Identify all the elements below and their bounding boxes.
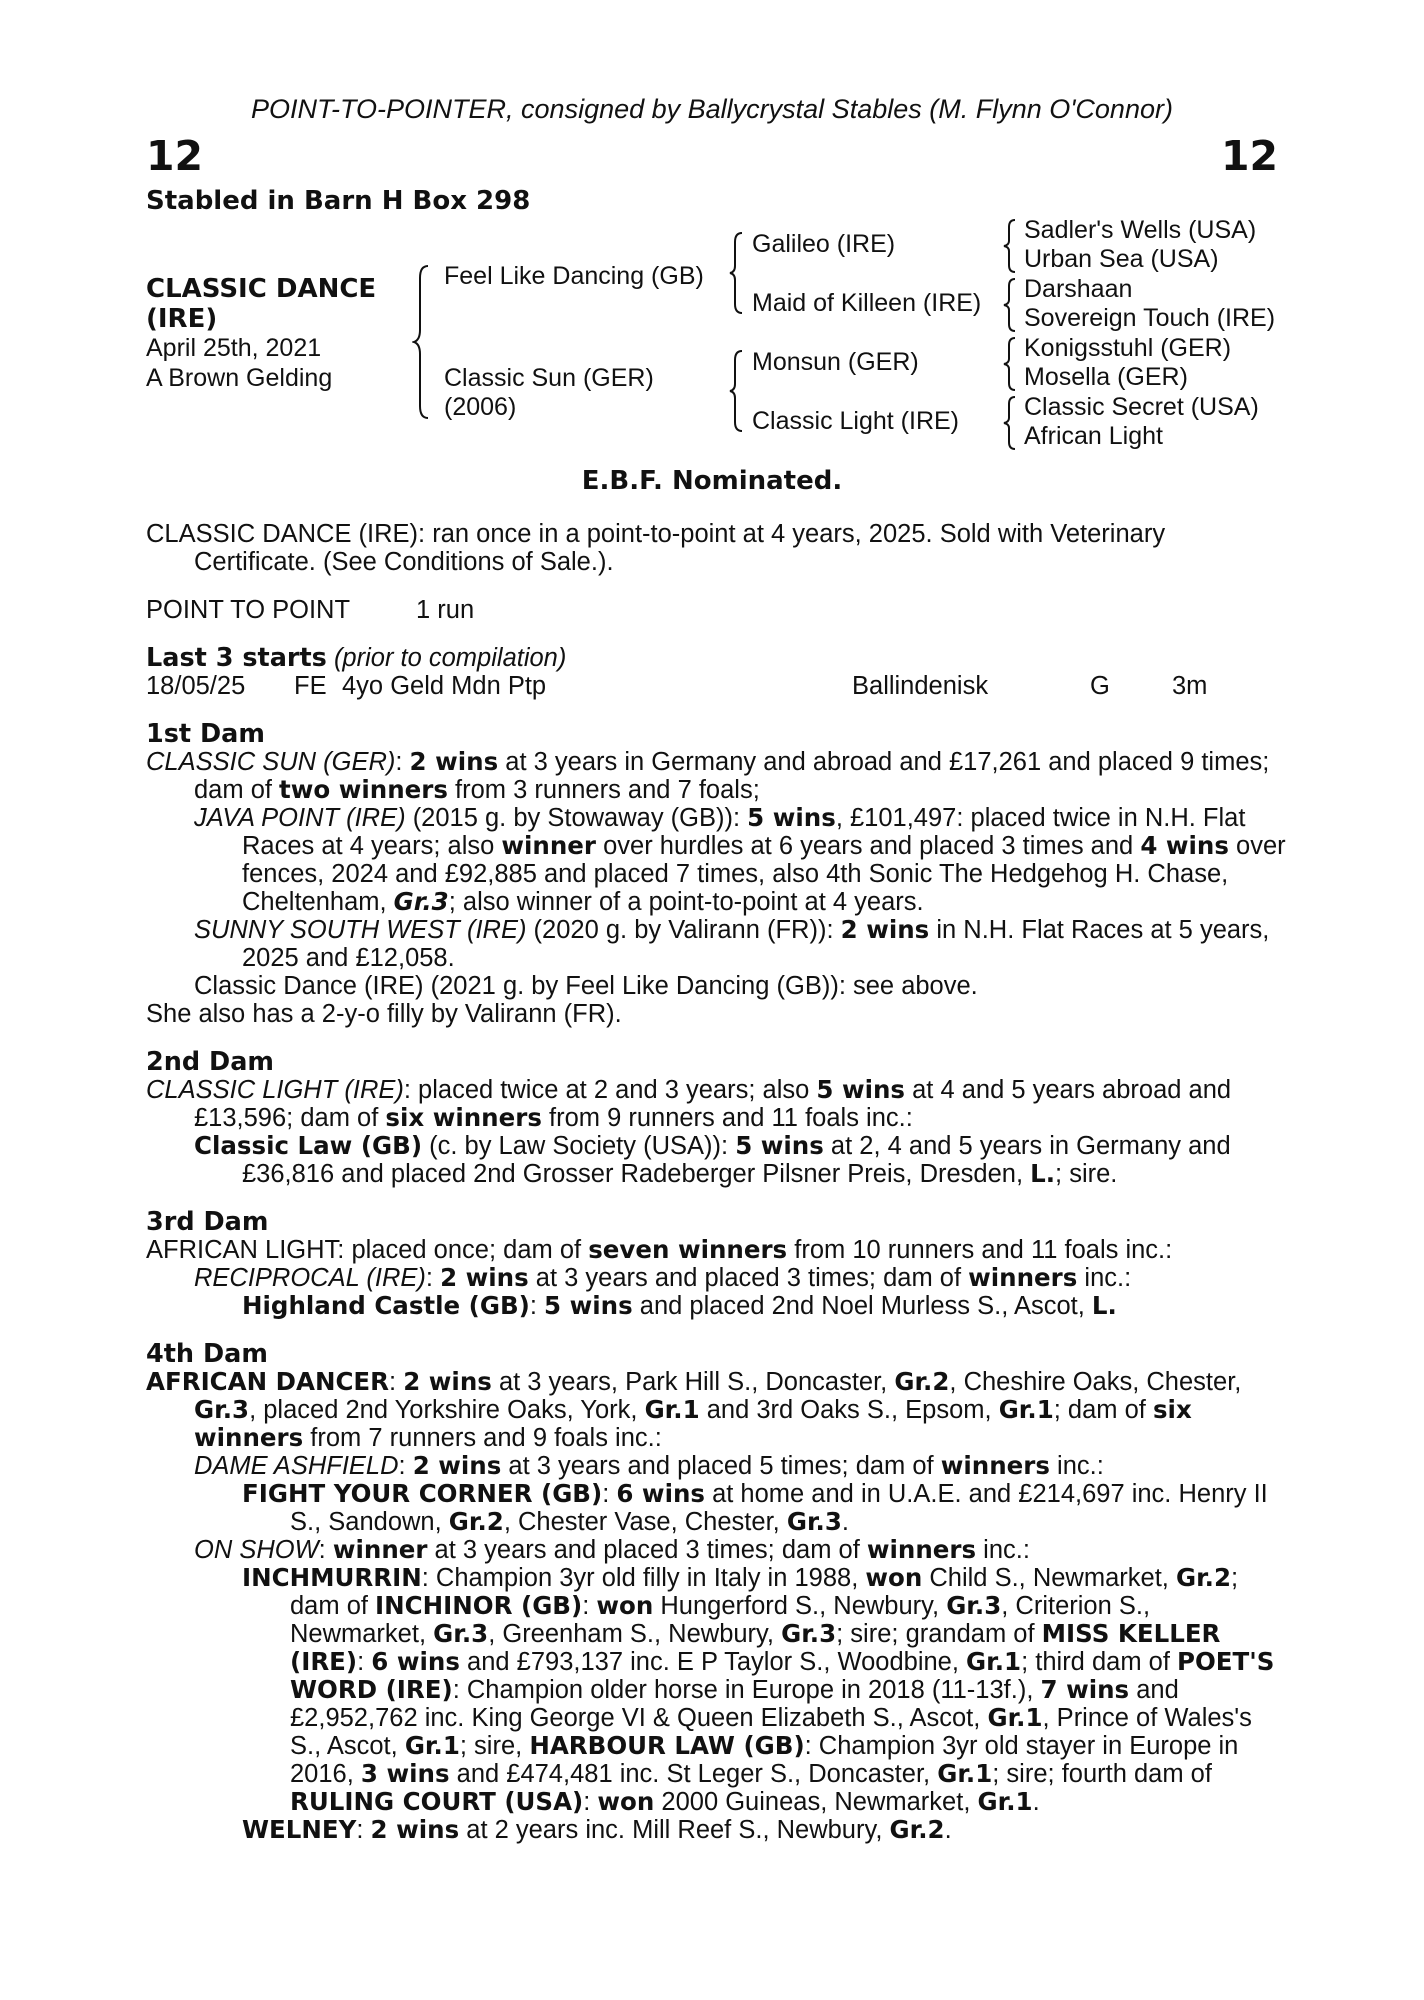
- sds: Darshaan: [1024, 275, 1133, 303]
- produce-reciprocal: RECIPROCAL (IRE): 2 wins at 3 years and placed 3 times; dam of winners inc.:: [194, 1263, 1132, 1292]
- start-going: G: [1090, 672, 1110, 700]
- dd-brace: [1002, 394, 1018, 452]
- dds: Classic Secret (USA): [1024, 393, 1259, 421]
- third-dam-entry: AFRICAN LIGHT: placed once; dam of seven winners from 10 runners and 11 foals inc.:: [146, 1235, 1173, 1264]
- produce-welney: WELNEY: 2 wins at 2 years inc. Mill Reef S., Newbury, Gr.2.: [242, 1815, 952, 1844]
- start-race: 4yo Geld Mdn Ptp: [342, 672, 547, 700]
- produce-on-show: ON SHOW: winner at 3 years and placed 3 times; dam of winners inc.:: [194, 1535, 1030, 1564]
- sd-brace: [1002, 276, 1018, 334]
- consignor-header: POINT-TO-POINTER, consigned by Ballycrystal Stables (M. Flynn O'Connor): [251, 94, 1173, 124]
- third-dam-heading: 3rd Dam: [146, 1207, 269, 1237]
- first-dam-heading: 1st Dam: [146, 719, 265, 749]
- produce-highland-castle: Highland Castle (GB): 5 wins and placed 2nd Noel Murless S., Ascot, L.: [242, 1291, 1117, 1320]
- sss: Sadler's Wells (USA): [1024, 216, 1257, 244]
- produce-classic-dance: Classic Dance (IRE) (2021 g. by Feel Like Dancing (GB)): see above.: [194, 972, 978, 1000]
- race-record-intro: CLASSIC DANCE (IRE): ran once in a point-to-point at 4 years, 2025. Sold with Veterinary Certificate. (See Conditions of Sale.).: [146, 520, 1166, 576]
- produce-sunny-south-west: SUNNY SOUTH WEST (IRE) (2020 g. by Valirann (FR)): 2 wins in N.H. Flat Races at 5 years, 2025 and £12,058.: [194, 915, 1270, 972]
- start-distance: 3m: [1172, 672, 1208, 700]
- horse-name: CLASSIC DANCE: [146, 274, 377, 304]
- start-row: [146, 672, 1286, 700]
- horse-foaled: April 25th, 2021: [146, 334, 322, 362]
- first-dam-entry: CLASSIC SUN (GER): 2 wins at 3 years in Germany and abroad and £17,261 and placed 9 times; dam of two winners from 3 runners and 7 foals;: [146, 747, 1270, 804]
- fourth-dam-entry: AFRICAN DANCER: 2 wins at 3 years, Park Hill S., Doncaster, Gr.2, Cheshire Oaks, Chester, Gr.3, placed 2nd Yorkshire Oaks, York, Gr.1 and 3rd Oaks S., Epsom, Gr.1; dam of six winners from 7 runners and 9 foals inc.:: [146, 1367, 1242, 1452]
- start-fe: FE: [294, 672, 327, 700]
- last-starts-heading: [146, 644, 1286, 672]
- dam-year: (2006): [444, 393, 517, 421]
- produce-dame-ashfield: DAME ASHFIELD: 2 wins at 3 years and placed 5 times; dam of winners inc.:: [194, 1451, 1104, 1480]
- last-starts-note: (prior to compilation): [333, 644, 567, 672]
- second-dam-heading: 2nd Dam: [146, 1047, 274, 1077]
- dam-dam: Classic Light (IRE): [752, 407, 959, 435]
- sire-sire: Galileo (IRE): [752, 230, 896, 258]
- sire-brace: [728, 230, 746, 316]
- produce-classic-law: Classic Law (GB) (c. by Law Society (USA)): 5 wins at 2, 4 and 5 years in Germany and £36,816 and placed 2nd Grosser Radeberger Pilsner Preis, Dresden, L.; sire.: [194, 1131, 1231, 1188]
- last-starts-title: Last 3 starts: [146, 643, 327, 673]
- ddd: African Light: [1024, 422, 1163, 450]
- produce-fight-your-corner: FIGHT YOUR CORNER (GB): 6 wins at home and in U.A.E. and £214,697 inc. Henry II S., Sandown, Gr.2, Chester Vase, Chester, Gr.3.: [242, 1479, 1268, 1536]
- dam-sire: Monsun (GER): [752, 348, 919, 376]
- ss-brace: [1002, 217, 1018, 275]
- dam-brace: [728, 348, 746, 434]
- ptp-summary: [146, 596, 1286, 624]
- dss: Konigsstuhl (GER): [1024, 334, 1232, 362]
- catalogue-body: [146, 520, 1286, 1844]
- pedigree-brace: [412, 262, 434, 422]
- lot-number-left: 12: [146, 132, 204, 180]
- dam: Classic Sun (GER): [444, 364, 654, 392]
- start-course: Ballindenisk: [852, 672, 989, 700]
- second-dam-entry: CLASSIC LIGHT (IRE): placed twice at 2 and 3 years; also 5 wins at 4 and 5 years abroad and £13,596; dam of six winners from 9 runners and 11 foals inc.:: [146, 1075, 1232, 1132]
- horse-suffix: (IRE): [146, 304, 218, 334]
- ptp-value: 1 run: [416, 596, 475, 624]
- stabling-info: Stabled in Barn H Box 298: [146, 186, 531, 216]
- sdd: Sovereign Touch (IRE): [1024, 304, 1276, 332]
- sire-dam: Maid of Killeen (IRE): [752, 289, 982, 317]
- ptp-label: POINT TO POINT: [146, 596, 351, 624]
- produce-inchmurrin: INCHMURRIN: Champion 3yr old filly in Italy in 1988, won Child S., Newmarket, Gr.2; dam of INCHINOR (GB): won Hungerford S., Newbury, Gr.3, Criterion S., Newmarket, Gr.3, Greenham S., Newbury, Gr.3; sire; grandam of MISS KELLER (IRE): 6 wins and £793,137 inc. E P Taylor S., Woodbine, Gr.1; third dam of POET'S WORD (IRE): Champion older horse in Europe in 2018 (11-13f.), 7 wins and £2,952,762 inc. King George VI & Queen Elizabeth S., Ascot, Gr.1, Prince of Wales's S., Ascot, Gr.1; sire, HARBOUR LAW (GB): Champion 3yr old stayer in Europe in 2016, 3 wins and £474,481 inc. St Leger S., Doncaster, Gr.1; sire; fourth dam of RULING COURT (USA): won 2000 Guineas, Newmarket, Gr.1.: [242, 1563, 1275, 1816]
- fourth-dam-heading: 4th Dam: [146, 1339, 268, 1369]
- ds-brace: [1002, 335, 1018, 393]
- lot-number-right: 12: [1220, 132, 1278, 180]
- sire: Feel Like Dancing (GB): [444, 262, 704, 290]
- horse-description: A Brown Gelding: [146, 364, 333, 392]
- ssd: Urban Sea (USA): [1024, 245, 1219, 273]
- produce-java-point: JAVA POINT (IRE) (2015 g. by Stowaway (GB)): 5 wins, £101,497: placed twice in N.H. Flat Races at 4 years; also winner over hurdles at 6 years and placed 3 times and 4 wins over fences, 2024 and £92,885 and placed 7 times, also 4th Sonic The Hedgehog H. Chase, Cheltenham, Gr.3; also winner of a point-to-point at 4 years.: [194, 803, 1286, 916]
- start-date: 18/05/25: [146, 672, 246, 700]
- ebf-nomination: E.B.F. Nominated.: [581, 466, 843, 496]
- produce-filly: She also has a 2-y-o filly by Valirann (FR).: [146, 1000, 622, 1028]
- dsd: Mosella (GER): [1024, 363, 1188, 391]
